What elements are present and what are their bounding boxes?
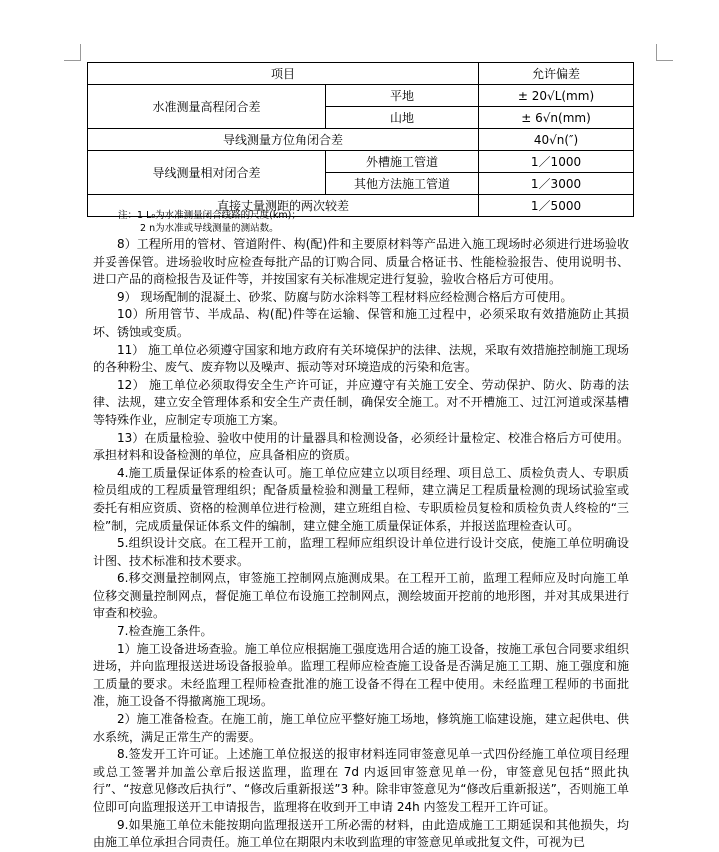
mountain-value: ± 6√n(mm): [479, 107, 634, 129]
paragraph: 9.如果施工单位未能按期向监理报送开工所必需的材料，由此造成施工工期延误和其他损失，均由施工单位承担合同责任。施工单位在期限内未收到监理的审签意见单或批复文件，可视为已: [93, 817, 629, 850]
header-item: 项目: [88, 63, 479, 85]
azimuth-label: 导线测量方位角闭合差: [88, 129, 479, 151]
flat-label: 平地: [326, 85, 479, 107]
outer-value: 1／1000: [479, 151, 634, 173]
distance-label: 直接丈量测距的两次较差: [88, 195, 479, 217]
table-row: [88, 129, 634, 151]
paragraph: 8.签发开工许可证。上述施工单位报送的报审材料连同审签意见单一式四份经施工单位项目经理或总工签署并加盖公章后报送监理，监理在 7d 内返回审签意见单一份，审签意见包括“照此执行”、“按意见修改后执行”、“修改后重新报送”3 种。除非审签意见为“修改后重新报送”，否则施工单位即可向监理报送开工申请报告，监理将在收到开工申请 24h 内签发工程开工许可证。: [93, 747, 629, 814]
paragraph: 9） 现场配制的混凝土、砂浆、防腐与防水涂料等工程材料应经检测合格后方可使用。: [117, 289, 573, 304]
paragraph: 1）施工设备进场查验。施工单位应根据施工强度选用合适的施工设备，按施工承包合同要求组织进场，并向监理报送进场设备报验单。监理工程师应检查施工设备是否满足施工工期、施工强度和施工质量的要求。未经监理工程师检查批准的施工设备不得在工程中使用。未经监理工程师的书面批准，施工设备不得撤离施工现场。: [93, 641, 629, 709]
paragraph: 2）施工准备检查。在施工前，施工单位应平整好施工场地，修筑施工临建设施，建立起供电、供水系统，满足正常生产的需要。: [93, 712, 629, 744]
other-value: 1／3000: [479, 173, 634, 195]
mountain-label: 山地: [326, 107, 479, 129]
table-notes: [118, 209, 301, 235]
traverse-label: 导线测量相对闭合差: [88, 151, 326, 195]
body-text: [93, 236, 629, 852]
table-header-row: [88, 63, 634, 85]
paragraph: 4.施工质量保证体系的检查认可。施工单位应建立以项目经理、项目总工、质检负责人、专职质检员组成的工程质量管理组织；配备质量检验和测量工程师，建立满足工程质量检测的现场试验室或委托有相应资质、资格的检测单位进行检测，建立班组自检、专职质检员复检和质检负责人终检的“三检”制，完成质量保证体系文件的编制，建立健全施工质量保证体系，并报送监理检查认可。: [93, 465, 629, 533]
flat-value: ± 20√L(mm): [479, 85, 634, 107]
table-row: [88, 151, 634, 173]
paragraph: 7.检查施工条件。: [117, 624, 213, 639]
paragraph: 6.移交测量控制网点，审签施工控制网点施测成果。在工程开工前，监理工程师应及时向施工单位移交测量控制网点，督促施工单位布设施工控制网点，测绘坡面开挖前的地形图，并对其成果进行审查和校验。: [93, 571, 629, 621]
note-line: 2 n为水准或导线测量的测站数。: [140, 223, 279, 234]
outer-label: 外槽施工管道: [326, 151, 479, 173]
crop-mark-top-left: [64, 44, 81, 61]
tolerance-table: [87, 62, 634, 217]
paragraph: 13）在质量检验、验收中使用的计量器具和检测设备，必须经计量检定、校准合格后方可使用。承担材料和设备检测的单位，应具备相应的资质。: [93, 430, 629, 463]
paragraph: 10）所用管节、半成品、构(配)件等在运输、保管和施工过程中，必须采取有效措施防止其损坏、锈蚀或变质。: [93, 307, 629, 339]
level-closure-label: 水准测量高程闭合差: [88, 85, 326, 129]
paragraph: 5.组织设计交底。在工程开工前，监理工程师应组织设计单位进行设计交底，使施工单位明确设计图、技术标准和技术要求。: [93, 536, 629, 568]
header-allow: 允许偏差: [479, 63, 634, 85]
note-line: 注：1 L₀为水准测量闭合线路的尺度(km)；: [118, 210, 301, 221]
table-row: [88, 85, 634, 107]
distance-value: 1／5000: [479, 195, 634, 217]
crop-mark-top-right: [656, 44, 673, 61]
other-label: 其他方法施工管道: [326, 173, 479, 195]
paragraph: 8）工程所用的管材、管道附件、构(配)件和主要原材料等产品进入施工现场时必须进行进场验收并妥善保管。进场验收时应检查每批产品的订购合同、质量合格证书、性能检验报告、使用说明书、进口产品的商检报告及证件等，并按国家有关标准规定进行复验，验收合格后方可使用。: [93, 237, 629, 287]
paragraph: 12） 施工单位必须取得安全生产许可证，并应遵守有关施工安全、劳动保护、防火、防毒的法律、法规，建立安全管理体系和安全生产责任制，确保安全施工。对不开槽施工、过江河道或深基槽等特殊作业，应制定专项施工方案。: [93, 377, 629, 427]
azimuth-value: 40√n(″): [479, 129, 634, 151]
paragraph: 11） 施工单位必须遵守国家和地方政府有关环境保护的法律、法规，采取有效措施控制施工现场的各种粉尘、废气、废弃物以及噪声、振动等对环境造成的污染和危害。: [93, 342, 629, 375]
